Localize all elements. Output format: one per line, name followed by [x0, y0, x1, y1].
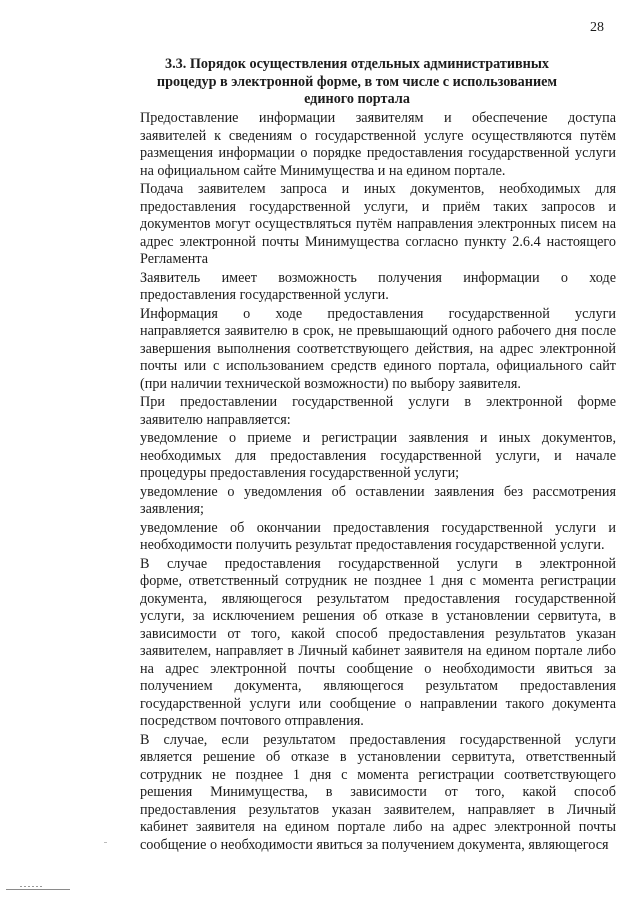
text-line: Регламента	[140, 251, 209, 267]
text-line: заявления;	[140, 501, 204, 517]
text-line: документа, являющегося результатом предоставления государственной	[140, 590, 616, 607]
paragraph	[102, 394, 616, 429]
text-line: уведомление о уведомления об оставлении заявления без рассмотрения	[140, 483, 616, 500]
text-line: Заявитель имеет возможность получения информации о ходе	[140, 269, 616, 286]
paragraph	[102, 484, 616, 519]
paragraph	[102, 732, 616, 855]
text-line: Предоставление информации заявителям и обеспечение доступа	[140, 110, 616, 126]
footer-dots	[20, 886, 42, 887]
text-line: получением документа, являющегося результатом предоставления	[140, 678, 616, 694]
text-line: заявителю направляется:	[140, 411, 291, 428]
paragraph	[102, 520, 616, 555]
text-line: уведомление о приеме и регистрации заявления и иных документов,	[140, 430, 616, 446]
document-body	[102, 110, 616, 855]
section-heading	[98, 56, 616, 109]
text-line: сообщение о необходимости явиться за получением документа, являющегося	[140, 836, 609, 853]
text-line: почты или с использованием средств единого портала, официального сайт	[140, 358, 616, 374]
text-line: процедуры предоставления государственной услуги;	[140, 465, 460, 481]
text-line: форме, ответственный сотрудник не позднее 1 дня с момента регистрации	[140, 573, 616, 589]
text-line: на официальном сайте Минимущества и на едином портале.	[140, 162, 506, 179]
text-line: является решение об отказе в установлении сервитута, ответственный	[140, 749, 616, 765]
text-line: уведомление об окончании предоставления государственной услуги и	[140, 519, 616, 536]
page-number: 28	[590, 20, 604, 35]
text-line: предоставления государственной услуги, и приём таких запросов и	[140, 198, 616, 215]
text-line: на адрес электронной почты сообщение о необходимости явиться за	[140, 660, 616, 677]
text-line: В случае предоставления государственной услуги в электронной	[140, 555, 616, 572]
text-line: Подача заявителем запроса и иных документов, необходимых для	[140, 181, 616, 197]
text-line: посредством почтового отправления.	[140, 713, 364, 729]
heading-line: 3.3. Порядок осуществления отдельных административных	[164, 56, 549, 72]
paragraph	[102, 270, 616, 305]
text-line: государственной услуги или сообщение о направлении такого документа	[140, 695, 616, 712]
text-line: адрес электронной почты Минимущества согласно пункту 2.6.4 настоящего	[140, 233, 616, 250]
text-line: кабинет заявителя на едином портале либо на адрес электронной почты	[140, 819, 616, 835]
heading-line: процедур в электронной форме, в том числе с использованием	[156, 73, 558, 90]
text-line: При предоставлении государственной услуги в электронной форме	[140, 394, 616, 410]
paragraph	[102, 181, 616, 269]
paragraph	[102, 110, 616, 180]
text-line: размещения информации о порядке предоставления государственной услуги	[140, 145, 616, 161]
text-line: решения Минимущества, в зависимости от того, какой способ	[140, 784, 616, 800]
footer-rule	[6, 889, 70, 890]
text-line: заявителей к сведениям о государственной услуге осуществляются путём	[140, 127, 616, 144]
heading-line: единого портала	[304, 91, 410, 107]
text-line: предоставления государственной услуги.	[140, 287, 389, 303]
text-line: предоставления результатов указан заявителем, направляет в Личный	[140, 801, 616, 818]
margin-mark	[104, 842, 107, 843]
text-line: заявителем, направляет в Личный кабинет заявителя на едином портале либо	[140, 643, 616, 659]
paragraph	[102, 306, 616, 394]
text-line: услуги, за исключением решения об отказе в установлении сервитута, в	[140, 608, 616, 624]
text-line: зависимости от того, какой способ предоставления результатов указан	[140, 625, 616, 642]
text-line: документов могут осуществляться путём направления электронных писем на	[140, 216, 616, 232]
text-line: В случае, если результатом предоставления государственной услуги	[140, 731, 616, 748]
text-line: завершения выполнения соответствующего действия, на адрес электронной	[140, 340, 616, 357]
text-line: (при наличии технической возможности) по выбору заявителя.	[140, 375, 521, 392]
paragraph	[102, 556, 616, 731]
text-line: Информация о ходе предоставления государственной услуги	[140, 305, 616, 322]
text-line: направляется заявителю в срок, не превышающий одного рабочего дня после	[140, 323, 616, 339]
text-line: необходимости получить результат предоставления государственной услуги.	[140, 537, 605, 553]
text-line: необходимых для предоставления государственной услуги, и начале	[140, 447, 616, 464]
text-line: сотрудник не позднее 1 дня с момента регистрации соответствующего	[140, 766, 616, 783]
paragraph	[102, 430, 616, 483]
